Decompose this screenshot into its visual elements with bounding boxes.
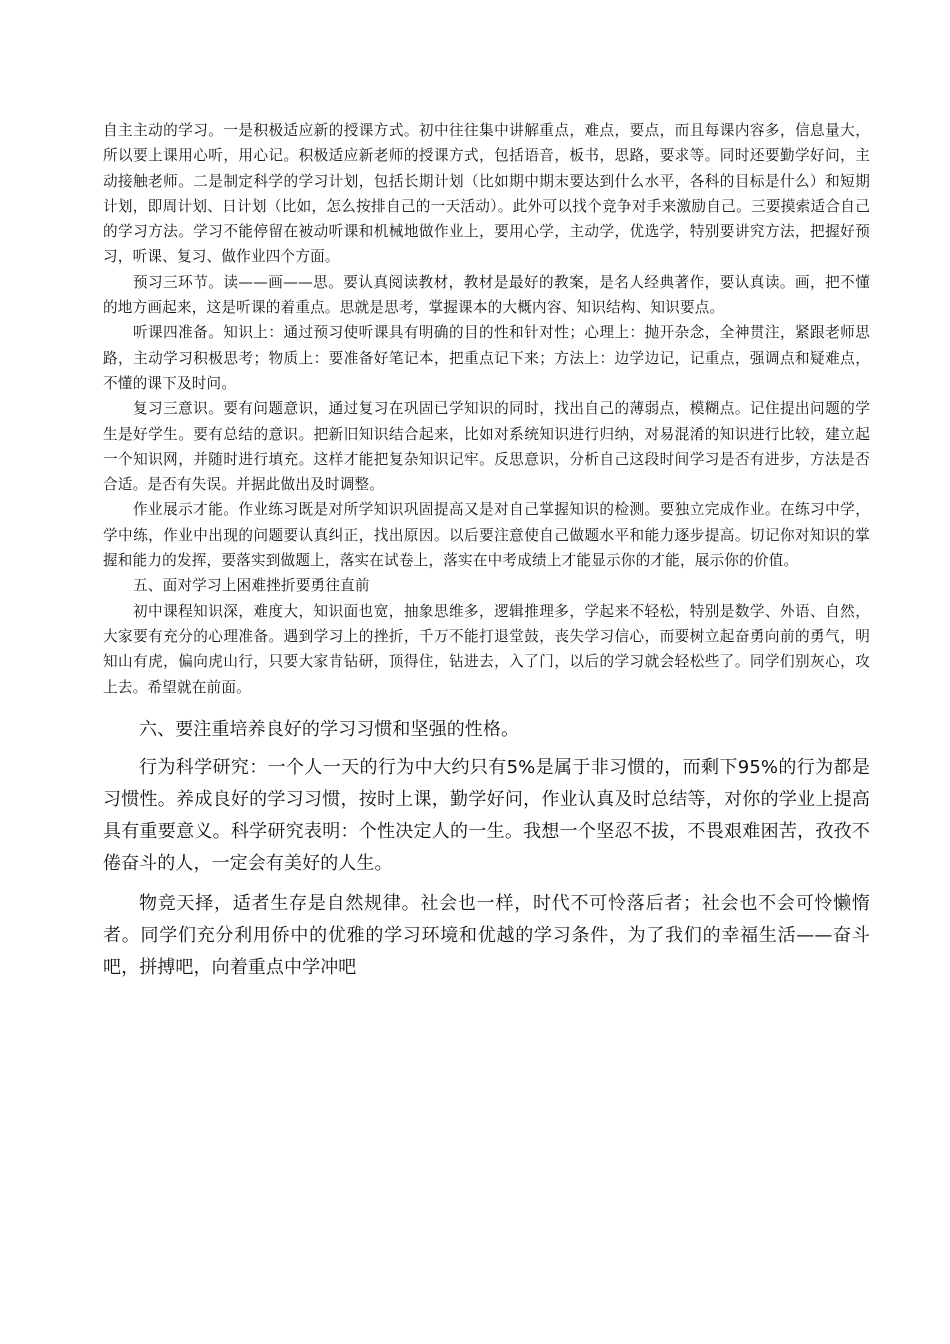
paragraph-active-learning: 自主主动的学习。一是积极适应新的授课方式。初中往往集中讲解重点，难点，要点，而且每课内容多，信息量大，所以要上课用心听，用心记。积极适应新老师的授课方式，包括语音，板书，思路，要求等。同时还要勤学好问，主动接触老师。二是制定科学的学习计划，包括长期计划（比如期中期末要达到什么水平，各科的目标是什么）和短期计划，即周计划、日计划（比如，怎么按排自己的一天活动）。此外可以找个竞争对手来激励自己。三要摸索适合自己的学习方法。学习不能停留在被动听课和机械地做作业上，要用心学，主动学，优选学，特别要讲究方法，把握好预习，听课、复习、做作业四个方面。 xyxy=(103,122,870,266)
paragraph-natural-selection: 物竞天择，适者生存是自然规律。社会也一样，时代不可怜落后者；社会也不会可怜懒惰者。同学们充分利用侨中的优雅的学习环境和优越的学习条件，为了我们的幸福生活——奋斗吧，拼搏吧，向着重点中学冲吧 xyxy=(103,892,870,978)
heading-section-five: 五、面对学习上困难挫折要勇往直前 xyxy=(133,577,370,595)
study-methods-section xyxy=(103,118,870,700)
heading-section-six: 六、要注重培养良好的学习习惯和坚强的性格。 xyxy=(139,718,520,740)
paragraph-preview: 预习三环节。读——画——思。要认真阅读教材，教材是最好的教案，是名人经典著作，要认真读。画，把不懂的地方画起来，这是听课的着重点。思就是思考，掌握课本的大概内容、知识结构、知识要点。 xyxy=(103,273,870,317)
paragraph-difficulties: 初中课程知识深，难度大，知识面也宽，抽象思维多，逻辑推理多，学起来不轻松，特别是数学、外语、自然，大家要有充分的心理准备。遇到学习上的挫折，千万不能打退堂鼓，丧失学习信心，而要树立起奋勇向前的勇气，明知山有虎，偏向虎山行，只要大家肯钻研，顶得住，钻进去，入了门，以后的学习就会轻松些了。同学们别灰心，攻上去。希望就在前面。 xyxy=(103,602,870,696)
paragraph-listening: 听课四准备。知识上：通过预习使听课具有明确的目的性和针对性；心理上：抛开杂念，全神贯注，紧跟老师思路，主动学习积极思考；物质上：要准备好笔记本，把重点记下来；方法上：边学边记，记重点，强调点和疑难点，不懂的课下及时问。 xyxy=(103,324,870,392)
paragraph-behavior-science: 行为科学研究：一个人一天的行为中大约只有5%是属于非习惯的，而剩下95%的行为都是习惯性。养成良好的学习习惯，按时上课，勤学好问，作业认真及时总结等，对你的学业上提高具有重要意义。科学研究表明：个性决定人的一生。我想一个坚忍不拔，不畏艰难困苦，孜孜不倦奋斗的人，一定会有美好的人生。 xyxy=(103,756,870,874)
paragraph-homework: 作业展示才能。作业练习既是对所学知识巩固提高又是对自己掌握知识的检测。要独立完成作业。在练习中学，学中练，作业中出现的问题要认真纠正，找出原因。以后要注意使自己做题水平和能力逐步提高。切记你对知识的掌握和能力的发挥，要落实到做题上，落实在试卷上，落实在中考成绩上才能显示你的才能，展示你的价值。 xyxy=(103,501,870,570)
paragraph-review: 复习三意识。要有问题意识，通过复习在巩固已学知识的同时，找出自己的薄弱点，模糊点。记住提出问题的学生是好学生。要有总结的意识。把新旧知识结合起来，比如对系统知识进行归纳，对易混淆的知识进行比较，建立起一个知识网，并随时进行填充。这样才能把复杂知识记牢。反思意识，分析自己这段时间学习是否有进步，方法是否合适。是否有失误。并据此做出及时调整。 xyxy=(103,400,870,494)
habits-section xyxy=(103,714,870,984)
